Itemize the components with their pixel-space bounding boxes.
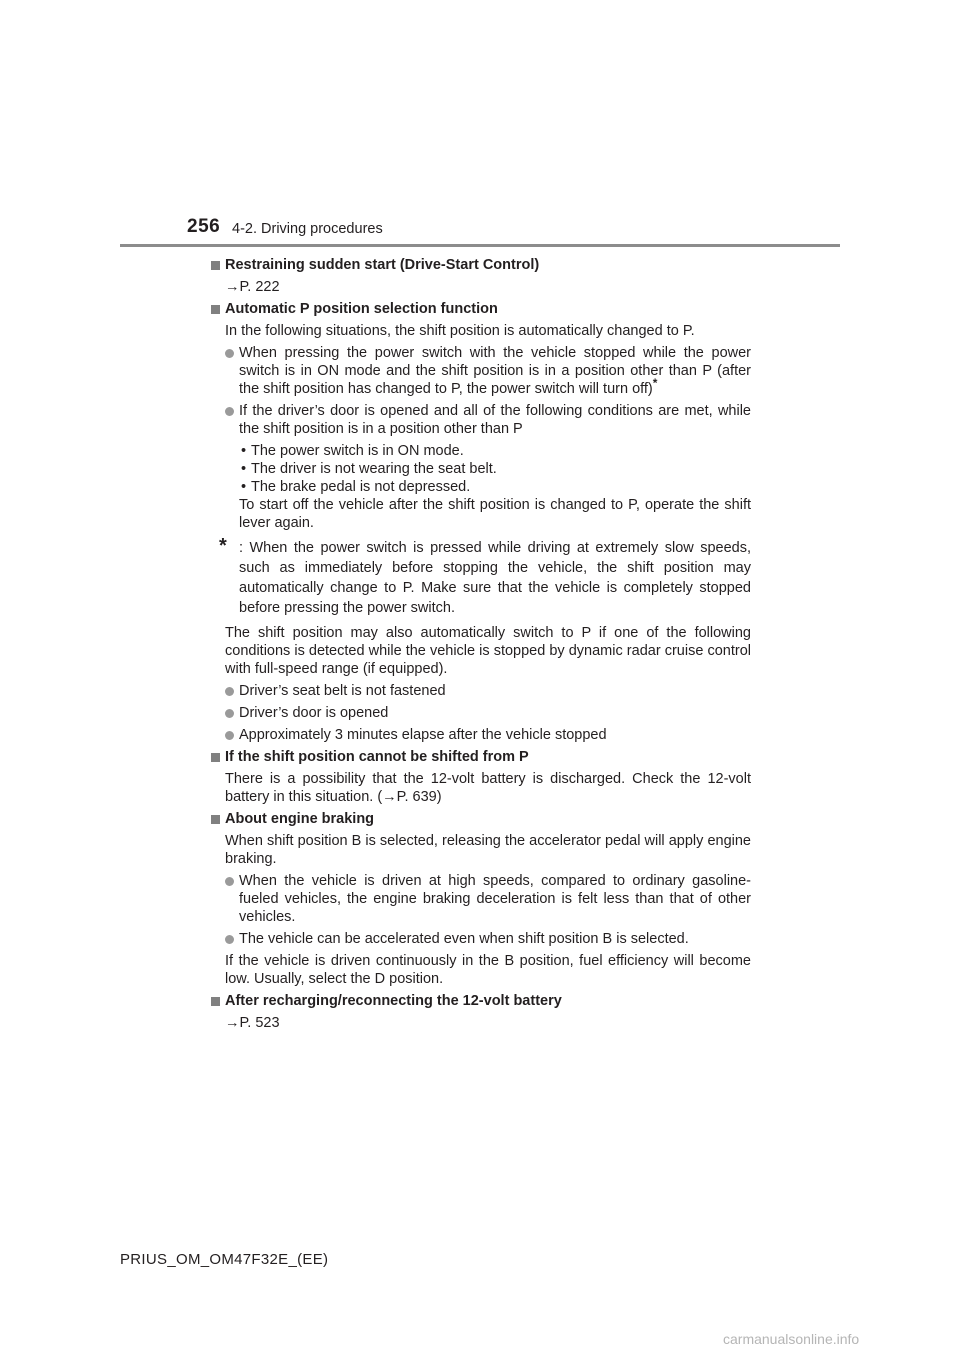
section-heading-engine-braking bbox=[211, 810, 751, 828]
condition-item bbox=[239, 460, 751, 478]
condition-note: To start off the vehicle after the shift position is changed to P, operate the shift lever again. bbox=[239, 497, 751, 531]
section-heading-recharging bbox=[211, 992, 751, 1010]
heading-text: If the shift position cannot be shifted from P bbox=[225, 749, 529, 765]
square-bullet-icon bbox=[211, 997, 220, 1006]
list-item bbox=[211, 344, 751, 398]
footnote-marker: * bbox=[652, 376, 658, 390]
heading-text: Automatic P position selection function bbox=[225, 301, 498, 317]
footnote bbox=[211, 535, 751, 618]
list-item-text: When pressing the power switch with the vehicle stopped while the power switch is in ON mode and the shift position is in a position other than P (after the shift position has changed to P, the power switch will turn off) bbox=[239, 345, 751, 397]
paragraph: There is a possibility that the 12-volt battery is discharged. Check the 12-volt battery in this situation. (→P. 639) bbox=[225, 771, 751, 805]
page-reference: →P. 222 bbox=[225, 279, 280, 295]
footnote-marker: * bbox=[219, 535, 227, 557]
circle-bullet-icon bbox=[225, 709, 234, 718]
circle-bullet-icon bbox=[225, 877, 234, 886]
list-item bbox=[211, 704, 751, 722]
page-content bbox=[211, 256, 751, 1036]
circle-bullet-icon bbox=[225, 407, 234, 416]
document-code: PRIUS_OM_OM47F32E_(EE) bbox=[120, 1251, 329, 1268]
list-item-text: Driver’s seat belt is not fastened bbox=[239, 683, 446, 699]
heading-text: After recharging/reconnecting the 12-volt battery bbox=[225, 993, 562, 1009]
page-reference: →P. 523 bbox=[225, 1015, 280, 1031]
section-title: 4-2. Driving procedures bbox=[232, 221, 383, 237]
section-heading-cannot-shift bbox=[211, 748, 751, 766]
header-divider bbox=[120, 244, 840, 247]
condition-item bbox=[239, 478, 751, 496]
list-item-text: If the driver’s door is opened and all of the following conditions are met, while the shift position is in a position other than P bbox=[239, 403, 751, 437]
condition-marker: • bbox=[241, 479, 247, 495]
watermark: carmanualsonline.info bbox=[723, 1331, 860, 1347]
page-header bbox=[0, 0, 960, 250]
paragraph: The shift position may also automatically switch to P if one of the following conditions is detected while the vehicle is stopped by dynamic radar cruise control with full-speed range (if equipped). bbox=[225, 625, 751, 677]
list-item-text: When the vehicle is driven at high speeds, compared to ordinary gasoline-fueled vehicles, the engine braking deceleration is felt less than that of other vehicles. bbox=[239, 873, 751, 925]
paragraph: In the following situations, the shift position is automatically changed to P. bbox=[225, 323, 695, 339]
condition-text: The brake pedal is not depressed. bbox=[251, 479, 471, 495]
list-item bbox=[211, 682, 751, 700]
section-heading-auto-p bbox=[211, 300, 751, 318]
heading-text: About engine braking bbox=[225, 811, 375, 827]
section-heading-restraining bbox=[211, 256, 751, 274]
square-bullet-icon bbox=[211, 753, 220, 762]
circle-bullet-icon bbox=[225, 687, 234, 696]
condition-list bbox=[211, 442, 751, 496]
square-bullet-icon bbox=[211, 261, 220, 270]
square-bullet-icon bbox=[211, 815, 220, 824]
paragraph: If the vehicle is driven continuously in the B position, fuel efficiency will become low. Usually, select the D position. bbox=[225, 953, 751, 987]
condition-text: The power switch is in ON mode. bbox=[251, 443, 464, 459]
list-item bbox=[211, 402, 751, 438]
list-item-text: Approximately 3 minutes elapse after the vehicle stopped bbox=[239, 727, 607, 743]
condition-item bbox=[239, 442, 751, 460]
circle-bullet-icon bbox=[225, 935, 234, 944]
list-item-text: The vehicle can be accelerated even when shift position B is selected. bbox=[239, 931, 689, 947]
circle-bullet-icon bbox=[225, 349, 234, 358]
condition-marker: • bbox=[241, 461, 247, 477]
circle-bullet-icon bbox=[225, 731, 234, 740]
condition-marker: • bbox=[241, 443, 247, 459]
list-item bbox=[211, 872, 751, 926]
list-item bbox=[211, 930, 751, 948]
square-bullet-icon bbox=[211, 305, 220, 314]
paragraph: When shift position B is selected, releasing the accelerator pedal will apply engine braking. bbox=[225, 833, 751, 867]
list-item-text: Driver’s door is opened bbox=[239, 705, 389, 721]
heading-text: Restraining sudden start (Drive-Start Control) bbox=[225, 257, 540, 273]
footnote-text: : When the power switch is pressed while driving at extremely slow speeds, such as immediately before stopping the vehicle, the shift position may automatically change to P. Make sure that the vehicle is completely stopped before pressing the power switch. bbox=[239, 540, 751, 616]
condition-text: The driver is not wearing the seat belt. bbox=[251, 461, 497, 477]
page-number: 256 bbox=[187, 216, 221, 237]
list-item bbox=[211, 726, 751, 744]
